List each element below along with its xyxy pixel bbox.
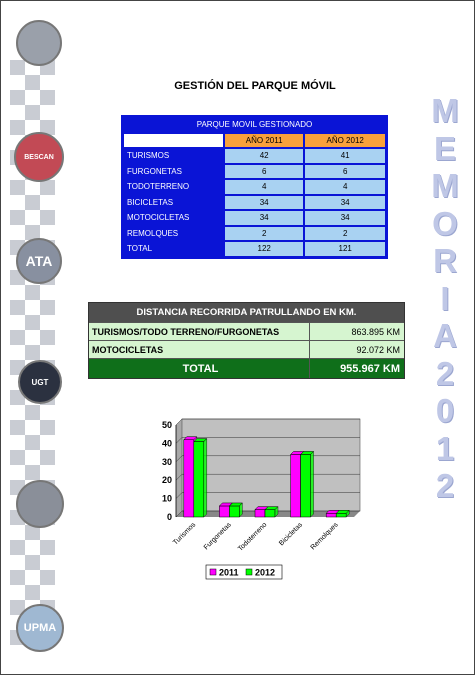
year-2012-header: AÑO 2012 bbox=[305, 134, 385, 148]
checker-square bbox=[40, 180, 55, 195]
checker-square bbox=[25, 105, 40, 120]
checker-square bbox=[10, 90, 25, 105]
x-tick-label: Turismos bbox=[172, 521, 198, 547]
logo-escudo bbox=[16, 20, 62, 66]
checker-square bbox=[40, 570, 55, 585]
checker-square bbox=[40, 540, 55, 555]
table-row bbox=[124, 211, 385, 225]
row-label: TURISMOS bbox=[124, 149, 223, 163]
fleet-table-header: PARQUE MOVIL GESTIONADO bbox=[124, 118, 385, 132]
value-2011: 4 bbox=[225, 180, 303, 194]
row-label: REMOLQUES bbox=[124, 227, 223, 241]
value-2012: 6 bbox=[305, 165, 385, 179]
value-2012: 2 bbox=[305, 227, 385, 241]
logo-policia-barajas bbox=[14, 132, 64, 182]
value-2011: 2 bbox=[225, 227, 303, 241]
checker-square bbox=[25, 585, 40, 600]
value-2011: 34 bbox=[225, 196, 303, 210]
memoria-letter: 0 bbox=[435, 392, 455, 429]
bar-2011 bbox=[219, 506, 229, 517]
checker-square bbox=[25, 345, 40, 360]
memoria-letter: R bbox=[433, 242, 457, 279]
value-2012: 34 bbox=[305, 196, 385, 210]
checker-square bbox=[40, 90, 55, 105]
logo-ugt bbox=[18, 360, 62, 404]
x-tick-label: Bicicletas bbox=[278, 521, 305, 548]
chart-plot-area bbox=[182, 419, 360, 511]
logo-label: UGT bbox=[31, 377, 49, 387]
page-title: GESTIÓN DEL PARQUE MÓVIL bbox=[174, 80, 336, 92]
logo-ata bbox=[16, 238, 62, 284]
checker-square bbox=[10, 540, 25, 555]
bar-2012 bbox=[194, 442, 204, 517]
value-2011: 122 bbox=[225, 242, 303, 256]
fleet-table-blank-cell bbox=[124, 134, 223, 148]
bar-2011 bbox=[184, 440, 194, 517]
year-2011-header: AÑO 2011 bbox=[225, 134, 303, 148]
checker-square bbox=[10, 60, 25, 75]
legend-label: 2011 bbox=[219, 567, 239, 578]
bar-side-2012 bbox=[311, 451, 314, 517]
memoria-letter: I bbox=[440, 279, 450, 317]
distance-value: 863.895 KM bbox=[310, 323, 404, 340]
table-row bbox=[124, 196, 385, 210]
distance-label: TURISMOS/TODO TERRENO/FURGONETAS bbox=[89, 323, 310, 340]
checker-square bbox=[25, 75, 40, 90]
checker-square bbox=[25, 465, 40, 480]
distance-table-header: DISTANCIA RECORRIDA PATRULLANDO EN KM. bbox=[89, 303, 404, 322]
checker-square bbox=[25, 195, 40, 210]
memoria-letter: O bbox=[432, 204, 458, 242]
memoria-letter: 1 bbox=[435, 429, 455, 467]
table-row bbox=[124, 149, 385, 163]
memoria-letter: 2 bbox=[435, 354, 455, 392]
memoria-vertical-text bbox=[420, 92, 470, 505]
bar-2012 bbox=[336, 513, 346, 517]
legend-swatch bbox=[246, 569, 252, 575]
bar-2012 bbox=[265, 510, 275, 517]
y-tick-label: 30 bbox=[161, 456, 172, 467]
x-tick-label: Furgonetas bbox=[202, 521, 233, 552]
value-2012: 4 bbox=[305, 180, 385, 194]
distance-total-label: TOTAL bbox=[89, 359, 310, 378]
checker-square bbox=[40, 420, 55, 435]
checker-square bbox=[40, 300, 55, 315]
y-tick-label: 20 bbox=[161, 475, 172, 486]
x-tick-label: Remolques bbox=[309, 521, 340, 552]
memoria-letter: M bbox=[431, 92, 459, 129]
legend-label: 2012 bbox=[255, 567, 276, 578]
fleet-table bbox=[121, 115, 388, 259]
table-row bbox=[124, 227, 385, 241]
memoria-letter: E bbox=[433, 129, 456, 167]
checker-square bbox=[10, 180, 25, 195]
logo-label: ATA bbox=[25, 253, 53, 269]
value-2012: 121 bbox=[305, 242, 385, 256]
chart-side-wall bbox=[176, 419, 182, 517]
memoria-letter: M bbox=[431, 167, 459, 204]
logo-unidad-canina bbox=[16, 480, 64, 528]
checker-square bbox=[10, 420, 25, 435]
value-2012: 41 bbox=[305, 149, 385, 163]
logo-upma bbox=[16, 604, 64, 652]
checker-square bbox=[10, 210, 25, 225]
bar-2012 bbox=[301, 454, 311, 517]
row-label: TODOTERRENO bbox=[124, 180, 223, 194]
y-tick-label: 40 bbox=[161, 438, 172, 449]
checker-square bbox=[25, 435, 40, 450]
legend-swatch bbox=[210, 569, 216, 575]
checker-square bbox=[40, 330, 55, 345]
distance-total-row bbox=[89, 358, 404, 378]
checker-square bbox=[10, 120, 25, 135]
checker-square bbox=[25, 285, 40, 300]
distance-table bbox=[88, 302, 405, 379]
logo-label: BESCAN bbox=[24, 153, 54, 161]
checker-square bbox=[10, 300, 25, 315]
row-label: MOTOCICLETAS bbox=[124, 211, 223, 225]
bar-2011 bbox=[326, 513, 336, 517]
row-label: FURGONETAS bbox=[124, 165, 223, 179]
memoria-letter: A bbox=[433, 317, 457, 354]
table-row bbox=[89, 322, 404, 340]
checker-square bbox=[10, 450, 25, 465]
row-label: TOTAL bbox=[124, 242, 223, 256]
table-row bbox=[89, 340, 404, 358]
logo-label: UPMA bbox=[23, 622, 57, 634]
bar-chart bbox=[140, 415, 360, 590]
bar-2011 bbox=[291, 454, 301, 517]
table-row bbox=[124, 165, 385, 179]
bar-side-2012 bbox=[204, 439, 207, 517]
y-tick-label: 0 bbox=[166, 512, 172, 522]
bar-chart-svg bbox=[140, 415, 360, 590]
distance-label: MOTOCICLETAS bbox=[89, 341, 310, 358]
row-label: BICICLETAS bbox=[124, 196, 223, 210]
checker-square bbox=[10, 330, 25, 345]
value-2011: 34 bbox=[225, 211, 303, 225]
memoria-letter: 2 bbox=[435, 467, 455, 504]
distance-value: 92.072 KM bbox=[310, 341, 404, 358]
bar-2011 bbox=[255, 510, 265, 517]
y-tick-label: 10 bbox=[161, 493, 172, 504]
checker-square bbox=[25, 405, 40, 420]
value-2012: 34 bbox=[305, 211, 385, 225]
bar-2012 bbox=[229, 506, 239, 517]
value-2011: 42 bbox=[225, 149, 303, 163]
checker-square bbox=[25, 315, 40, 330]
checker-square bbox=[40, 450, 55, 465]
checker-square bbox=[25, 555, 40, 570]
table-row bbox=[124, 242, 385, 256]
checker-square bbox=[10, 570, 25, 585]
value-2011: 6 bbox=[225, 165, 303, 179]
table-row bbox=[124, 180, 385, 194]
y-tick-label: 50 bbox=[161, 420, 172, 430]
x-tick-label: Todoterreno bbox=[237, 521, 269, 553]
distance-total-value: 955.967 KM bbox=[310, 359, 404, 378]
checker-square bbox=[40, 210, 55, 225]
